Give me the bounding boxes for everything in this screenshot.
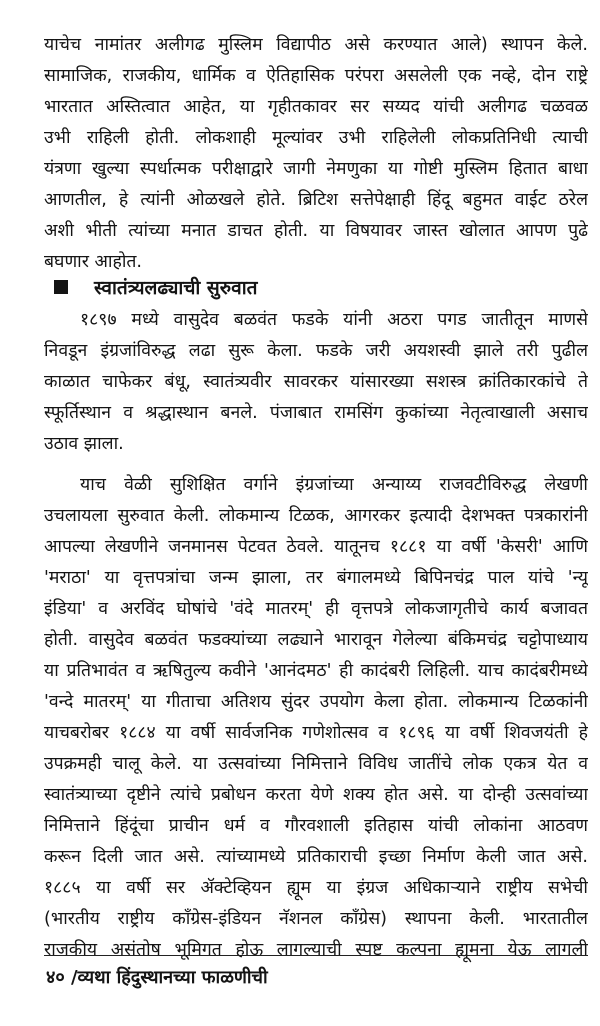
text-line: याच वेळी सुशिक्षित वर्गाने इंग्रजांच्या अन्याय्य राजवटीविरुद्ध लेखणी <box>80 475 588 495</box>
text-line: भारतात अस्तित्वात आहेत, या गृहीतकावर सर सय्यद यांची अलीगढ चळवळ <box>44 97 588 117</box>
text-line: १८८५ या वर्षी सर ॲक्टेव्हियन ह्यूम या इंग्रज अधिकाऱ्याने राष्ट्रीय सभेची <box>44 878 588 898</box>
text-line: इंडिया' व अरविंद घोषांचे 'वंदे मातरम्' ही वृत्तपत्रे लोकजागृतीचे कार्य बजावत <box>44 599 588 619</box>
text-line: 'वन्दे मातरम्' या गीताचा अतिशय सुंदर उपयोग केला होता. लोकमान्य टिळकांनी <box>44 692 588 712</box>
section-heading <box>54 272 257 304</box>
text-line: अशी भीती त्यांच्या मनात डाचत होती. या विषयावर जास्त खोलात आपण पुढे <box>44 221 588 241</box>
text-line: याचेच नामांतर अलीगढ मुस्लिम विद्यापीठ असे करण्यात आले) स्थापन केले. <box>44 35 588 55</box>
text-line: (भारतीय राष्ट्रीय काँग्रेस-इंडियन नॅशनल काँग्रेस) स्थापना केली. भारतातील <box>44 909 588 929</box>
paragraph-1 <box>44 30 588 278</box>
text-line: १८९७ मध्ये वासुदेव बळवंत फडके यांनी अठरा पगड जातीतून माणसे <box>80 310 588 330</box>
text-line: याचबरोबर १८८४ या वर्षी सार्वजनिक गणेशोत्सव व १८९६ या वर्षी शिवजयंती हे <box>44 723 588 743</box>
text-line: स्वातंत्र्याच्या दृष्टीने त्यांचे प्रबोधन करता येणे शक्य होत असे. या दोन्ही उत्सवांच्या <box>44 785 588 805</box>
text-line: उठाव झाला. <box>44 434 124 454</box>
text-line: 'मराठा' या वृत्तपत्रांचा जन्म झाला, तर बंगालमध्ये बिपिनचंद्र पाल यांचे 'न्यू <box>44 568 588 588</box>
text-line: राजकीय असंतोष भूमिगत होऊ लागल्याची स्पष्ट कल्पना ह्यूमना येऊ लागली <box>44 940 588 960</box>
section-heading-text: स्वातंत्र्यलढ्याची सुरुवात <box>94 277 258 299</box>
text-line: सामाजिक, राजकीय, धार्मिक व ऐतिहासिक परंपरा असलेली एक नव्हे, दोन राष्ट्रे <box>44 66 588 86</box>
text-line: आणतील, हे त्यांनी ओळखले होते. ब्रिटिश सत्तेपेक्षाही हिंदू बहुमत वाईट ठरेल <box>44 190 588 210</box>
footer-divider <box>44 955 588 956</box>
text-line: यंत्रणा खुल्या स्पर्धात्मक परीक्षाद्वारे जागी नेमणुका या गोष्टी मुस्लिम हितात बाधा <box>44 159 588 179</box>
text-line: बघणार आहोत. <box>44 252 143 272</box>
paragraph-2 <box>44 305 588 460</box>
paragraph-3 <box>44 470 588 966</box>
text-line: काळात चाफेकर बंधू, स्वातंत्र्यवीर सावरकर यांसारख्या सशस्त्र क्रांतिकारकांचे ते <box>44 372 588 392</box>
text-line: निवडून इंग्रजांविरुद्ध लढा सुरू केला. फडके जरी अयशस्वी झाले तरी पुढील <box>44 341 588 361</box>
text-line: आपल्या लेखणीने जनमानस पेटवत ठेवले. यातूनच १८८१ या वर्षी 'केसरी' आणि <box>44 537 588 557</box>
text-line: उपक्रमही चालू केले. या उत्सवांच्या निमित्ताने विविध जातींचे लोक एकत्र येत व <box>44 754 588 774</box>
page-footer: ४० /व्यथा हिंदुस्थानच्या फाळणीची <box>46 967 268 988</box>
text-line: स्फूर्तिस्थान व श्रद्धास्थान बनले. पंजाबात रामसिंग कुकांच्या नेतृत्वाखाली असाच <box>44 403 588 423</box>
text-line: निमित्ताने हिंदूंचा प्राचीन धर्म व गौरवशाली इतिहास यांची लोकांना आठवण <box>44 816 588 836</box>
text-line: करून दिली जात असे. त्यांच्यामध्ये प्रतिकाराची इच्छा निर्माण केली जात असे. <box>44 847 588 867</box>
text-line: उभी राहिली होती. लोकशाही मूल्यांवर उभी राहिलेली लोकप्रतिनिधी त्याची <box>44 128 588 148</box>
text-line: या प्रतिभावंत व ऋषितुल्य कवीने 'आनंदमठ' ही कादंबरी लिहिली. याच कादंबरीमध्ये <box>44 661 588 681</box>
text-line: उचलायला सुरुवात केली. लोकमान्य टिळक, आगरकर इत्यादी देशभक्त पत्रकारांनी <box>44 506 588 526</box>
square-bullet-icon <box>54 280 68 294</box>
text-line: होती. वासुदेव बळवंत फडक्यांच्या लढ्याने भारावून गेलेल्या बंकिमचंद्र चट्टोपाध्याय <box>44 630 588 650</box>
